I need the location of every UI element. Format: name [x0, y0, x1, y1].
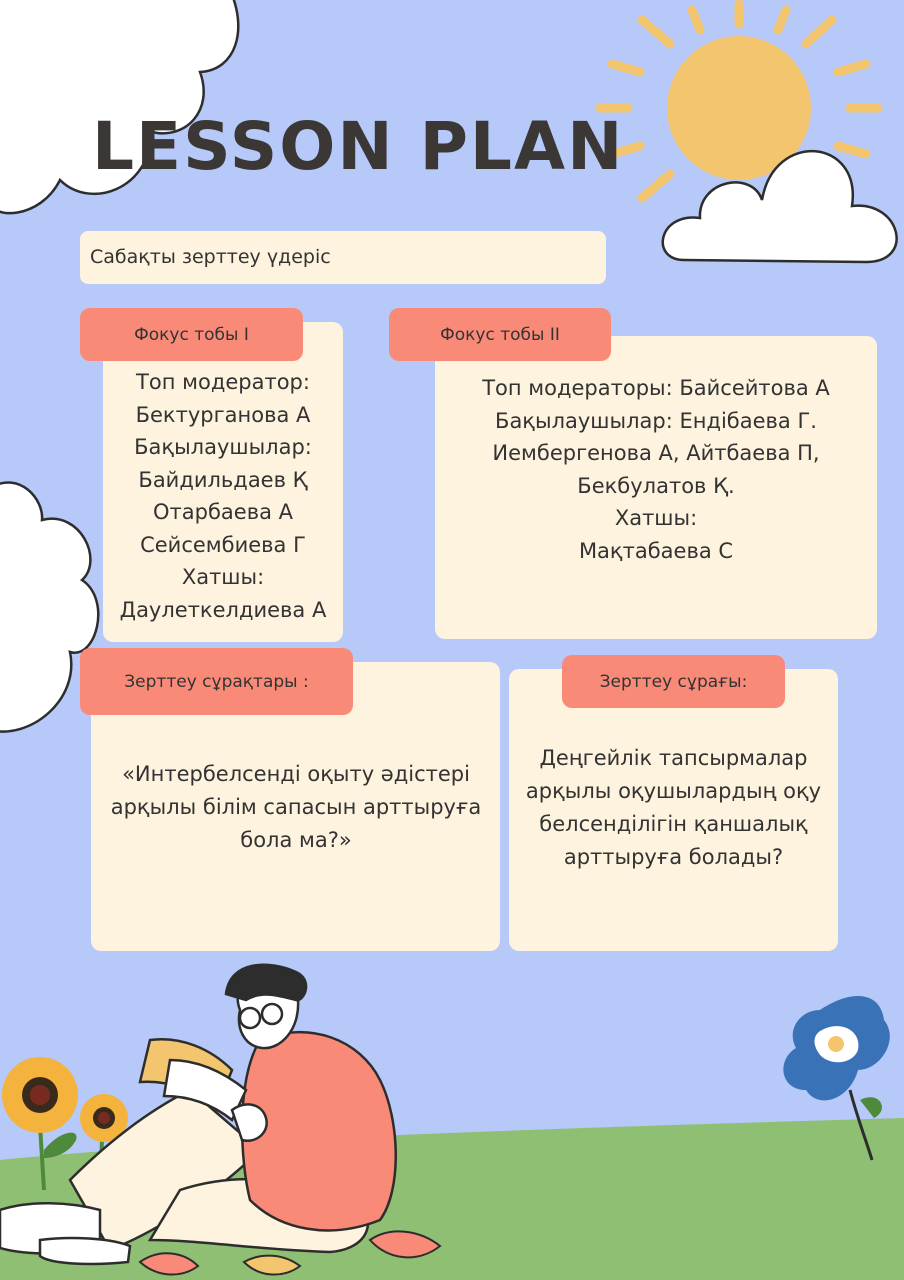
- research-question-text: Деңгейлік тапсырмалар арқылы оқушылардың оқу белсенділігін қаншалық арттыруға болады?: [525, 746, 822, 869]
- list-item: Хатшы:: [614, 506, 698, 530]
- list-item: Топ модераторы: Байсейтова А: [482, 376, 830, 400]
- focus-group-1-label: Фокус тобы І: [80, 308, 303, 361]
- list-item: Хатшы:: [181, 565, 265, 589]
- list-item: Топ модератор:: [136, 370, 310, 394]
- list-item: Бақылаушылар: Ендібаева Г.: [495, 408, 817, 433]
- list-item: Бақылаушылар:: [134, 435, 312, 459]
- cloud-icon: [663, 151, 897, 262]
- research-questions-label: Зерттеу сұрақтары :: [80, 648, 353, 715]
- list-item: Бектурганова А: [135, 402, 311, 427]
- list-item: Мақтабаева С: [578, 538, 734, 563]
- list-item: Бекбулатов Қ.: [577, 473, 735, 498]
- list-item: Даулеткелдиева А: [119, 597, 327, 622]
- list-item: Сейсембиева Г: [140, 532, 306, 557]
- list-item: Байдильдаев Қ: [138, 467, 308, 492]
- research-question-label: Зерттеу сұрағы:: [562, 655, 785, 708]
- focus-group-2-list: [435, 372, 877, 567]
- focus-group-1-list: [103, 366, 343, 626]
- page-title: LESSON PLAN: [92, 108, 625, 185]
- research-questions-text: «Интербелсенді оқыту әдістері арқылы білім сапасын арттыруға бола ма?»: [110, 762, 482, 852]
- focus-group-2-label: Фокус тобы ІІ: [389, 308, 611, 361]
- list-item: Отарбаева А: [153, 500, 293, 524]
- subtitle: Сабақты зерттеу үдеріс: [90, 246, 331, 268]
- list-item: Иембергенова А, Айтбаева П,: [492, 441, 820, 465]
